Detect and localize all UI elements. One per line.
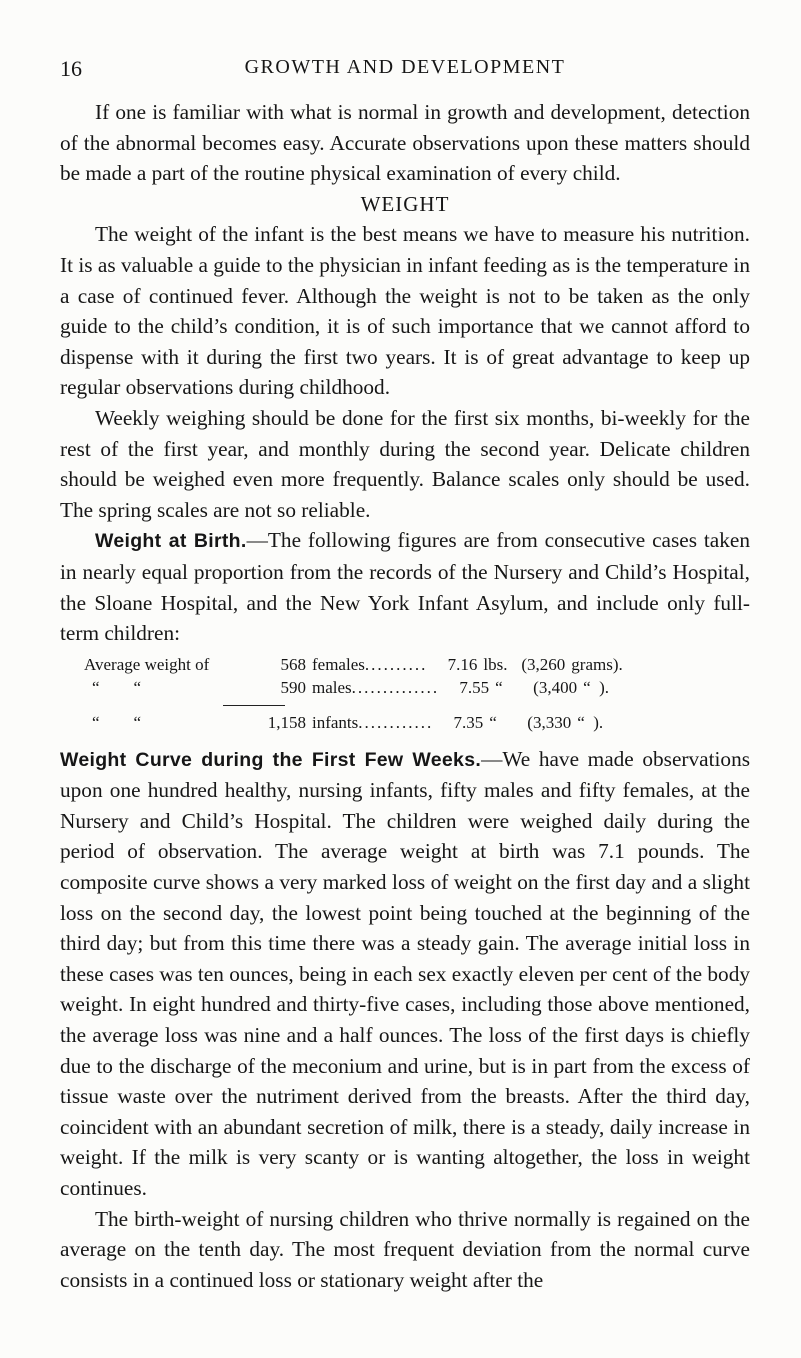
paragraph-weight-curve bbox=[60, 744, 750, 1204]
row-lbs: 7.16 bbox=[447, 654, 478, 674]
row-grams-unit: “ ). bbox=[583, 677, 610, 697]
row-group: infants bbox=[312, 712, 359, 732]
row-label: “ “ bbox=[92, 712, 142, 732]
row-label: Average weight of bbox=[84, 654, 210, 674]
row-label: “ “ bbox=[92, 677, 142, 697]
birth-text: —The following figures are from consecutive cases taken in nearly equal proportion from the records of the Nursery and Child’s Hospital, the Sloane Hospital, and the New York Infant Asylum, and include only full-term children: bbox=[60, 528, 750, 646]
table-row bbox=[60, 655, 750, 678]
running-head: GROWTH AND DEVELOPMENT bbox=[244, 56, 566, 78]
paragraph-weighing-frequency: Weekly weighing should be done for the first six months, bi-weekly for the rest of the first year, and monthly during the second year. Delicate children should be weighed even more frequently. Balance scales only should be used. The spring scales are not so reliable. bbox=[60, 405, 750, 522]
page-body bbox=[60, 97, 750, 1295]
row-lbs-unit: lbs. bbox=[483, 654, 508, 674]
birth-weights-table bbox=[60, 655, 750, 736]
row-grams: (3,260 bbox=[521, 654, 566, 674]
row-count: 568 bbox=[280, 654, 306, 674]
table-row bbox=[60, 678, 750, 701]
curve-text: —We have made observations upon one hundred healthy, nursing infants, fifty males and fifty females, at the Nursery and Child’s Hospital. The children were weighed daily during the period of observation. The average weight at birth was 7.1 pounds. The composite curve shows a very marked loss of weight on the first day and a slight loss on the second day, the lowest point being touched at the beginning of the third day; but from this time there was a steady gain. The average initial loss in these cases was ten ounces, being in each sex exactly eleven per cent of the body weight. In eight hundred and thirty-five cases, including those above mentioned, the average loss was nine and a half ounces. The loss of the first days is chiefly due to the discharge of the meconium and urine, but is in part from the excess of tissue waste over the nutriment derived from the breasts. After the third day, coincident with an abundant secretion of milk, there is a steady, daily increase in weight. If the milk is very scanty or is wanting altogether, the loss in weight continues. bbox=[60, 746, 751, 1200]
row-count: 590 bbox=[280, 677, 306, 697]
page-number: 16 bbox=[60, 56, 82, 81]
sum-rule bbox=[223, 705, 285, 706]
section-heading: WEIGHT bbox=[360, 191, 450, 216]
intro-paragraph: If one is familiar with what is normal in growth and development, detection of the abnormal becomes easy. Accurate observations upon these matters should be made a part of the routine physical examination of every child. bbox=[60, 100, 750, 186]
row-leader: .......... bbox=[364, 654, 428, 674]
row-grams: (3,330 bbox=[527, 712, 572, 732]
run-in-heading-curve: Weight Curve during the First Few Weeks. bbox=[60, 748, 482, 771]
page-header bbox=[60, 56, 750, 90]
row-group: males bbox=[312, 677, 352, 697]
row-lbs: 7.35 bbox=[453, 712, 484, 732]
row-lbs-unit: “ bbox=[489, 712, 497, 732]
row-leader: .............. bbox=[351, 677, 440, 697]
row-lbs: 7.55 bbox=[459, 677, 490, 697]
paragraph-birth-weight-regained: The birth-weight of nursing children who thrive normally is regained on the average on the tenth day. The most frequent deviation from the normal curve consists in a continued loss or stationary weight after the bbox=[60, 1206, 750, 1292]
paragraph-weight-measure: The weight of the infant is the best means we have to measure his nutrition. It is as valuable a guide to the physician in infant feeding as is the temperature in a case of continued fever. Although the weight is not to be taken as the only guide to the child’s condition, it is of such importance that we cannot afford to dispense with it during the first two years. It is of great advantage to keep up regular observations during childhood. bbox=[60, 222, 750, 400]
row-count: 1,158 bbox=[267, 712, 306, 732]
row-grams-unit: grams). bbox=[571, 654, 623, 674]
paragraph-weight-at-birth bbox=[60, 525, 750, 648]
run-in-heading-birth: Weight at Birth. bbox=[95, 530, 247, 553]
row-leader: ............ bbox=[358, 712, 434, 732]
row-group: females bbox=[312, 654, 365, 674]
table-row bbox=[60, 713, 750, 736]
row-grams-unit: “ ). bbox=[577, 712, 604, 732]
row-lbs-unit: “ bbox=[495, 677, 503, 697]
row-grams: (3,400 bbox=[533, 677, 578, 697]
